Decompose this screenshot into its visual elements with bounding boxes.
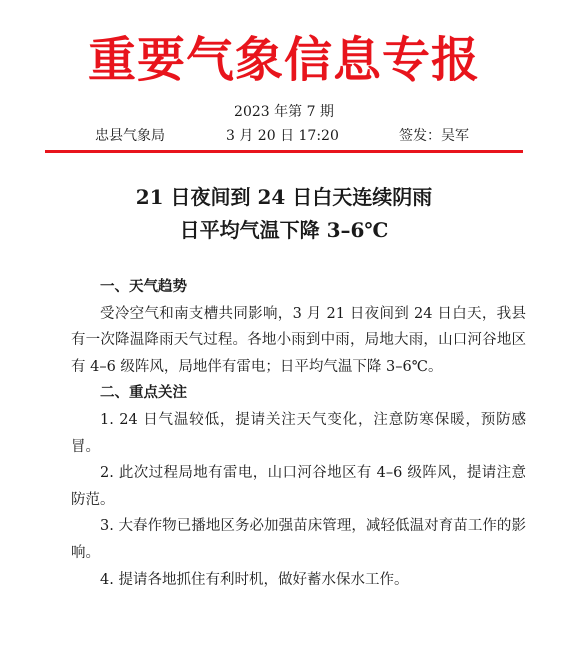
key-concern-item-4: 4. 提请各地抓住有利时机，做好蓄水保水工作。 — [100, 571, 409, 588]
issuing-organization: 忠县气象局 — [95, 128, 165, 144]
signer: 签发：吴军 — [399, 128, 469, 144]
document-masthead-title: 重要气象信息专报 — [87, 32, 480, 88]
section-heading-key-concerns: 二、重点关注 — [100, 384, 187, 402]
red-divider-line — [45, 150, 523, 153]
key-concern-item-2: 2. 此次过程局地有雷电，山口河谷地区有 4–6 级阵风，提请注意防范。 — [71, 465, 526, 508]
headline-line-2: 日平均气温下降 3–6℃ — [179, 218, 389, 242]
headline-line-1: 21 日夜间到 24 日白天连续阴雨 — [135, 185, 433, 209]
section-heading-weather-trend: 一、天气趋势 — [100, 278, 187, 295]
weather-trend-paragraph: 受冷空气和南支槽共同影响，3 月 21 日夜间到 24 日白天，我县有一次降温降雨天气过程。各地小雨到中雨，局地大雨，山口河谷地区有 4–6 级阵风，局地伴有雷电；日平均气温下降 3–6℃。 — [71, 305, 526, 375]
key-concern-item-1: 1. 24 日气温较低，提请关注天气变化，注意防寒保暖，预防感冒。 — [71, 411, 526, 455]
key-concern-item-3: 3. 大春作物已播地区务必加强苗床管理，减轻低温对育苗工作的影响。 — [71, 518, 526, 561]
issue-number: 2023 年第 7 期 — [234, 104, 334, 120]
issue-datetime: 3 月 20 日 17:20 — [226, 128, 339, 144]
document-body — [71, 274, 526, 593]
